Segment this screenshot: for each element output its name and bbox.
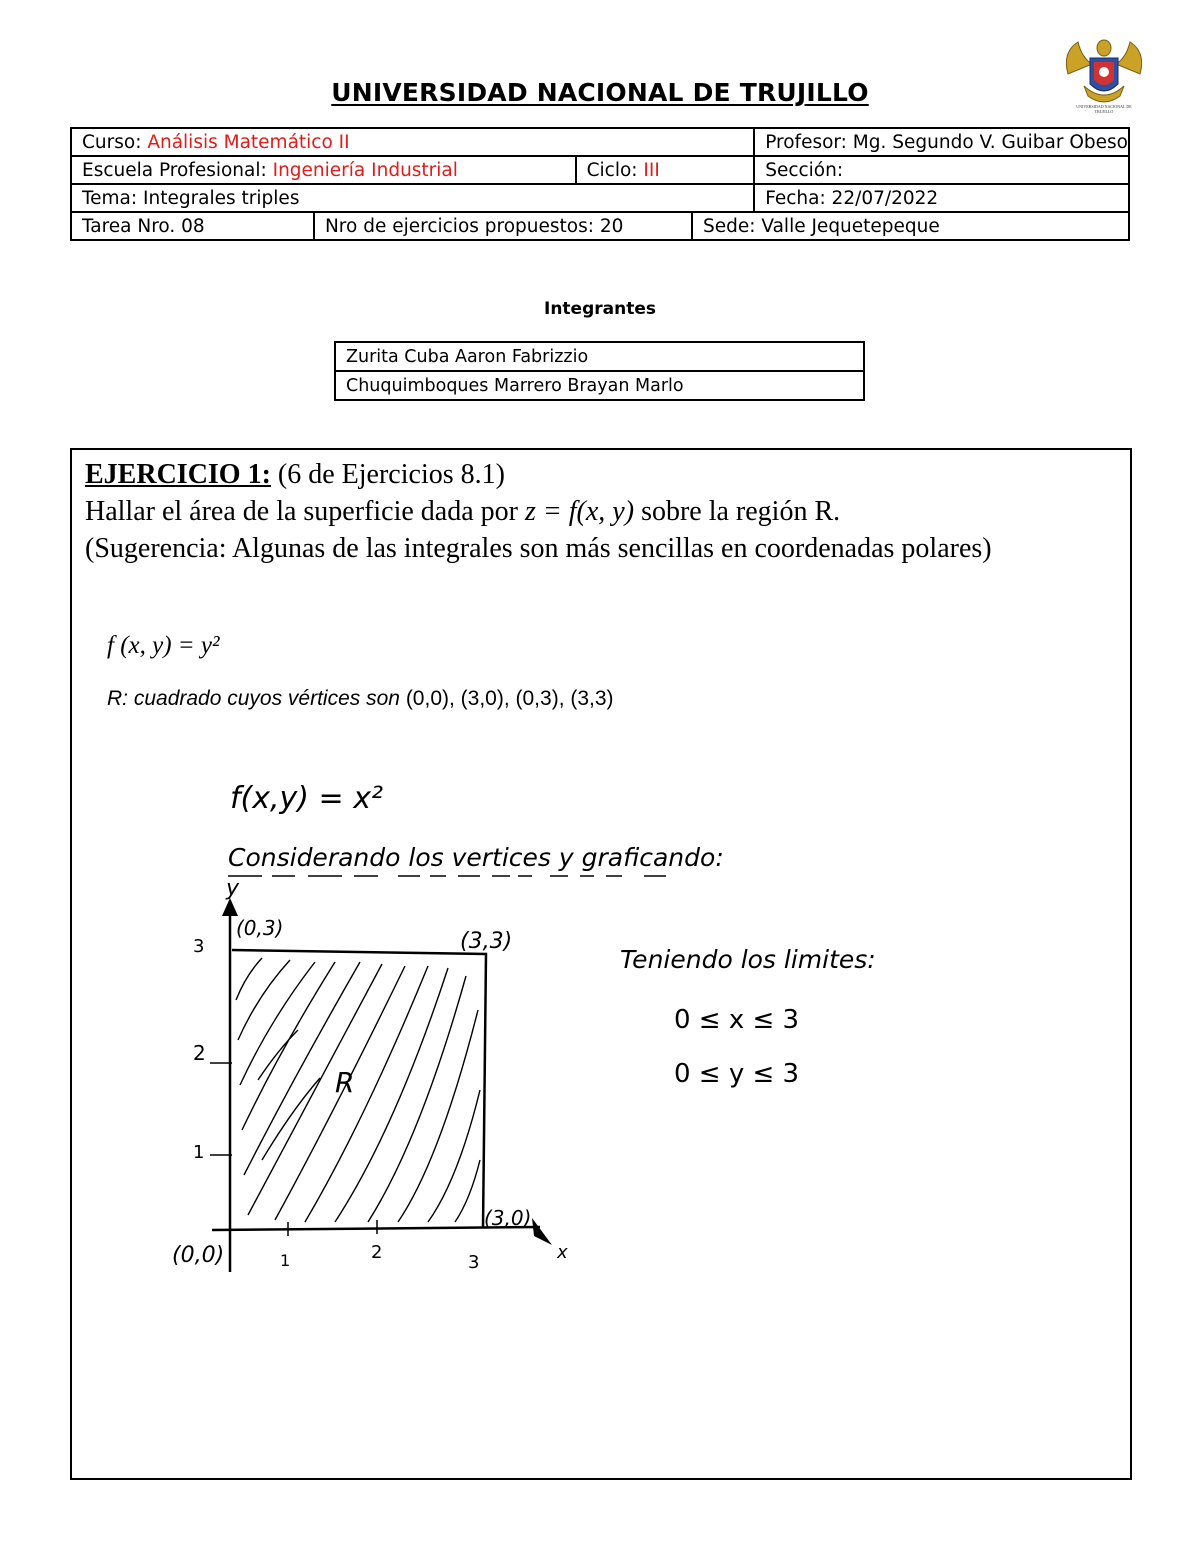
- origin-label: (0,0): [172, 1243, 225, 1268]
- task-cell: Tarea Nro. 08: [71, 212, 314, 240]
- handwritten-function: f(x,y) = x²: [230, 781, 384, 816]
- exercise-hint: (Sugerencia: Algunas de las integrales son más sencillas en coordenadas polares): [85, 533, 992, 564]
- logo-caption: UNIVERSIDAD NACIONAL DE TRUJILLO: [1076, 104, 1132, 114]
- topic-cell: Tema: Integrales triples: [71, 184, 754, 212]
- region-label: R: [335, 1066, 355, 1099]
- date-cell: Fecha: 22/07/2022: [754, 184, 1129, 212]
- member-row: Chuquimboques Marrero Brayan Marlo: [335, 371, 864, 400]
- vertex-top-left: (0,3): [236, 916, 284, 940]
- school-cell: Escuela Profesional: Ingeniería Industrial: [71, 156, 576, 184]
- y-tick-label: 3: [193, 936, 205, 957]
- y-axis-label: y: [226, 876, 240, 901]
- region-definition: R: cuadrado cuyos vértices son (0,0), (3,0), (0,3), (3,3): [107, 687, 614, 710]
- exercise-source: (6 de Ejercicios 8.1): [270, 459, 505, 490]
- y-tick-label: 2: [193, 1041, 206, 1065]
- vertex-top-right: (3,3): [460, 929, 513, 954]
- limit-x: 0 ≤ x ≤ 3: [674, 1005, 800, 1035]
- member-row: Zurita Cuba Aaron Fabrizzio: [335, 342, 864, 371]
- x-tick-label: 2: [371, 1242, 383, 1263]
- vertex-bottom-right: (3,0): [484, 1206, 532, 1230]
- limit-y: 0 ≤ y ≤ 3: [674, 1059, 800, 1089]
- function-definition: f (x, y) = y²: [107, 632, 220, 659]
- x-axis-arrow: [532, 1218, 552, 1245]
- limits-title: Teniendo los limites:: [620, 945, 876, 974]
- x-tick-label: 1: [280, 1251, 291, 1270]
- x-tick-label: 3: [468, 1252, 480, 1273]
- members-label: Integrantes: [544, 299, 656, 319]
- handwritten-considering: Considerando los vertices y graficando:: [228, 843, 724, 872]
- section-cell: Sección:: [754, 156, 1129, 184]
- cycle-cell: Ciclo: III: [576, 156, 755, 184]
- course-cell: Curso: Análisis Matemático II: [71, 128, 754, 156]
- exercise-heading: EJERCICIO 1:: [85, 459, 271, 490]
- statement-math: z = f(x, y): [524, 496, 635, 527]
- y-tick-label: 1: [193, 1142, 205, 1163]
- region-hatching: [236, 958, 480, 1222]
- statement-text: Hallar el área de la superficie dada por: [85, 496, 525, 527]
- statement-text-end: sobre la región R.: [634, 496, 841, 527]
- university-title: UNIVERSIDAD NACIONAL DE TRUJILLO: [331, 78, 869, 107]
- exercise-count-cell: Nro de ejercicios propuestos: 20: [314, 212, 692, 240]
- x-axis-label: x: [557, 1242, 568, 1263]
- professor-cell: Profesor: Mg. Segundo V. Guibar Obeso: [754, 128, 1129, 156]
- campus-cell: Sede: Valle Jequetepeque: [692, 212, 1129, 240]
